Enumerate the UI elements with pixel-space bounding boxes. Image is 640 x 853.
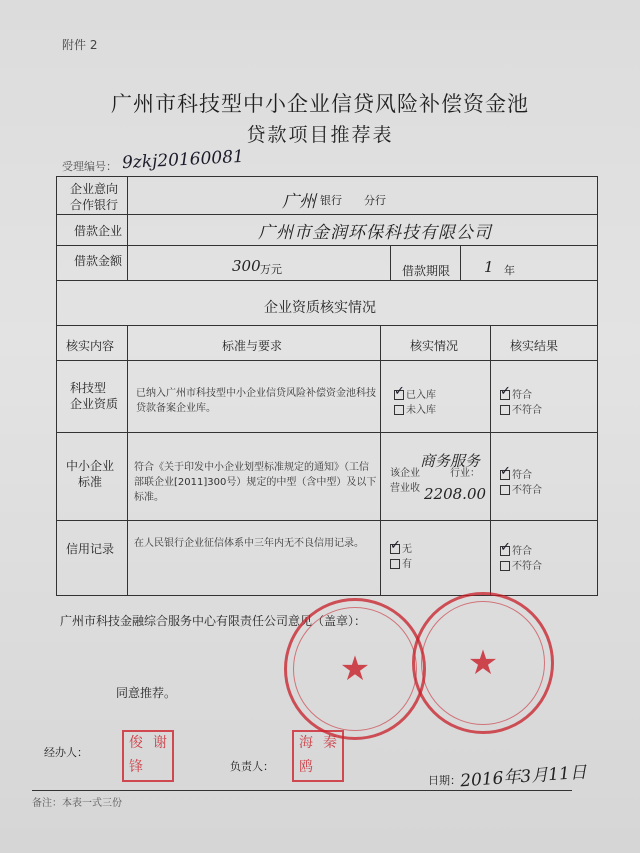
loan-term-value: 1 — [484, 258, 494, 276]
loan-amount-label: 借款金额 — [74, 254, 123, 268]
manager-label: 负责人： — [230, 760, 274, 773]
handler-label: 经办人： — [44, 746, 88, 759]
checkbox-checked[interactable] — [500, 470, 510, 480]
header-verify: 核实情况 — [410, 339, 459, 353]
loan-amount-value: 300 — [232, 257, 261, 275]
revenue-value: 2208.00 — [424, 485, 487, 503]
checkbox-checked[interactable] — [500, 390, 510, 400]
row-tech-verify: ✓已入库 未入库 — [394, 388, 436, 418]
checkbox[interactable] — [500, 561, 510, 571]
form-subtitle: 贷款项目推荐表 — [246, 124, 394, 146]
header-item: 核实内容 — [66, 339, 115, 353]
checkbox[interactable] — [390, 559, 400, 569]
row-sme-result: ✓符合 不符合 — [500, 468, 542, 498]
borrower-label: 借款企业 — [74, 224, 123, 238]
row-tech-label: 科技型 企业资质 — [70, 381, 119, 411]
row-sme-standard: 符合《关于印发中小企业划型标准规定的通知》（工信部联企业[2011]300号）规定的中型（含中型）及以下标准。 — [134, 462, 377, 503]
checkbox-checked[interactable] — [500, 546, 510, 556]
date-label: 日期： — [428, 774, 461, 787]
row-credit-standard: 在人民银行企业征信体系中三年内无不良信用记录。 — [134, 538, 364, 549]
bank-city-value: 广州 — [282, 192, 316, 212]
borrower-value: 广州市金润环保科技有限公司 — [258, 223, 492, 243]
checkbox-checked[interactable] — [390, 544, 400, 554]
loan-term-unit: 年 — [504, 264, 515, 277]
note: 备注：本表一式三份 — [32, 798, 122, 809]
checkbox[interactable] — [394, 405, 404, 415]
industry-value: 商务服务 — [420, 452, 481, 470]
header-result: 核实结果 — [510, 339, 559, 353]
checkbox[interactable] — [500, 405, 510, 415]
row-tech-standard: 已纳入广州市科技型中小企业信贷风险补偿资金池科技贷款备案企业库。 — [136, 388, 376, 414]
bank-word: 银行 — [320, 194, 342, 207]
row-tech-result: ✓符合 不符合 — [500, 388, 542, 418]
acceptance-number-value: 9zkj20160081 — [121, 146, 245, 174]
opinion-text: 广州市科技金融综合服务中心有限责任公司意见（盖章）： — [60, 614, 367, 628]
section-title: 企业资质核实情况 — [264, 300, 376, 316]
handler-seal: 俊 谢 锋 — [122, 730, 174, 782]
acceptance-number-label: 受理编号： — [62, 160, 117, 173]
company-stamp-right: ★ — [412, 592, 554, 734]
loan-amount-unit: 万元 — [260, 263, 282, 276]
checkbox-checked[interactable] — [394, 390, 404, 400]
row-credit-verify: ✓无 有 — [390, 542, 412, 572]
checkbox[interactable] — [500, 485, 510, 495]
company-stamp-left: ★ — [284, 598, 426, 740]
loan-term-label: 借款期限 — [402, 264, 451, 278]
attachment-label: 附件 2 — [62, 38, 98, 52]
row-credit-result: ✓符合 不符合 — [500, 544, 542, 574]
header-standard: 标准与要求 — [222, 339, 283, 353]
row-sme-label: 中小企业 标准 — [66, 459, 115, 489]
opinion-agree: 同意推荐。 — [116, 686, 177, 700]
row-sme-verify: 该企业 行业： 营业收 — [390, 468, 480, 494]
branch-word: 分行 — [364, 194, 386, 207]
bank-label: 企业意向 合作银行 — [70, 182, 119, 212]
date-value: 2016年3月11日 — [459, 762, 588, 792]
manager-seal: 海 秦 鸥 — [292, 730, 344, 782]
row-credit-label: 信用记录 — [66, 542, 115, 556]
form-title: 广州市科技型中小企业信贷风险补偿资金池 — [111, 92, 529, 116]
